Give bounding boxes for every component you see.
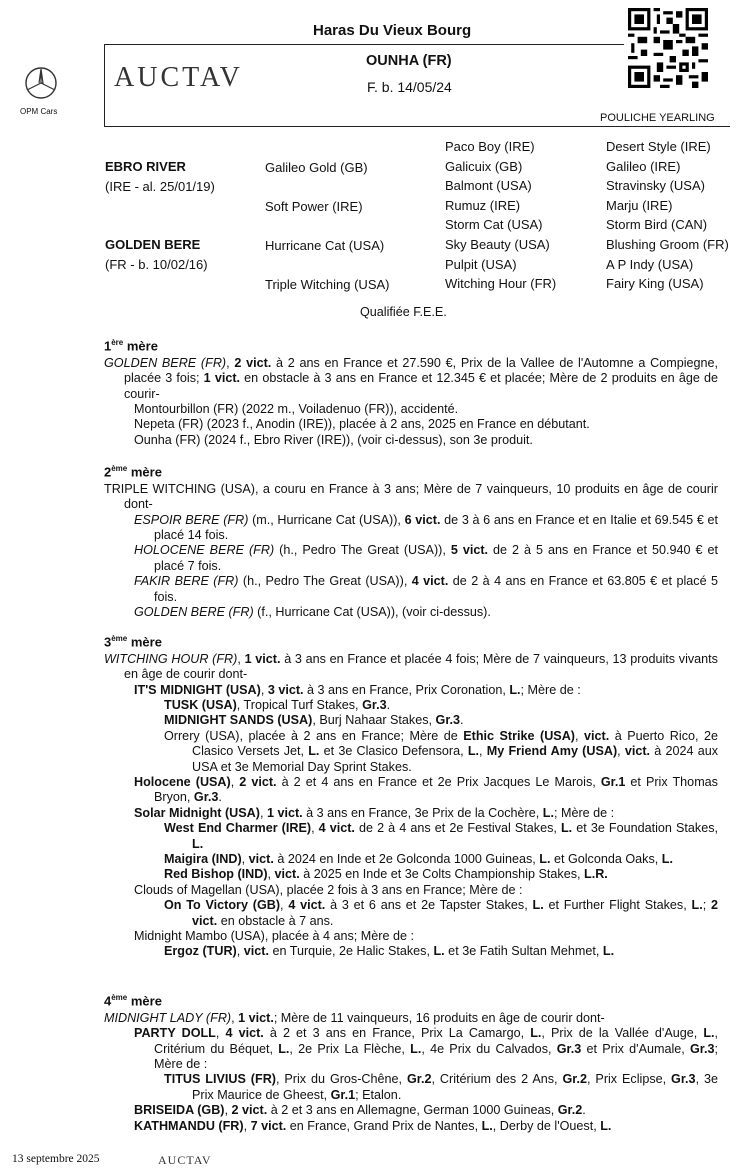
gen2-name: Hurricane Cat (USA) xyxy=(265,238,385,253)
category-label: POULICHE YEARLING xyxy=(600,112,715,124)
gen2-name: Triple Witching (USA) xyxy=(265,277,390,292)
section-second-dam: 2ème mère TRIPLE WITCHING (USA), a couru en France à 3 ans; Mère de 7 vainqueurs, 10 produits en âge de courir dont- ESPOIR BERE (FR) (m., Hurricane Cat (USA)), 6 vict. de 3 à 6 ans en France et en Italie et 69.545 € et placé 14 fois. HOLOCENE BERE (FR) (h., Pedro The Great (USA)), 5 vict. de 2 à 5 ans en France et 50.940 € et placé 7 fois. FAKIR BERE (FR) (h., Pedro The Great (USA)), 4 vict. de 2 à 4 ans en France et 63.805 € et placé 5 fois. GOLDEN BERE (FR) (f., Hurricane Cat (USA)), (voir ci-dessus). xyxy=(104,461,718,620)
dam-detail: (FR - b. 10/02/16) xyxy=(105,257,208,272)
footer-logo: AUCTAV xyxy=(158,1153,212,1167)
auctav-logo: AUCTAV xyxy=(114,62,243,93)
horse-name: OUNHA (FR) xyxy=(366,53,452,69)
gen3-name: Balmont (USA) xyxy=(445,178,532,194)
gen3-name: Witching Hour (FR) xyxy=(445,276,557,292)
gen4-name: Fairy King (USA) xyxy=(606,276,704,292)
mercedes-logo-icon xyxy=(24,66,58,100)
sponsor-label: OPM Cars xyxy=(20,107,58,116)
gen4-name: A P Indy (USA) xyxy=(606,256,694,272)
section-heading: 1ère mère xyxy=(104,338,158,354)
gen4-name: Galileo (IRE) xyxy=(606,158,681,174)
gen3-name: Galicuix (GB) xyxy=(445,158,523,174)
footer-date: 13 septembre 2025 xyxy=(12,1153,100,1165)
section-first-dam: 1ère mère GOLDEN BERE (FR), 2 vict. à 2 ans en France et 27.590 €, Prix de la Vallee de l'Automne a Compiegne, placée 3 fois; 1 vict. en obstacle à 3 ans en France et 12.345 € et placée; Mère de 2 produits en âge de courir- Montourbillon (FR) (2022 m., Voiladenuo (FR)), accidenté. Nepeta (FR) (2023 f., Anodin (IRE)), placée à 2 ans, 2025 en France en débutant. Ounha (FR) (2024 f., Ebro River (IRE)), (voir ci-dessus), son 3e produit. xyxy=(104,335,718,448)
gen4-name: Storm Bird (CAN) xyxy=(606,217,708,233)
section-third-dam: 3ème mère WITCHING HOUR (FR), 1 vict. à 3 ans en France et placée 4 fois; Mère de 7 vainqueurs, 13 produits vivants en âge de courir dont- IT'S MIDNIGHT (USA), 3 vict. à 3 ans en France, Prix Coronation, L.; Mère de : TUSK (USA), Tropical Turf Stakes, Gr.3. MIDNIGHT SANDS (USA), Burj Nahaar Stakes, Gr.3. Orrery (USA), placée à 2 ans en France; Mère de Ethic Strike (USA), vict. à Puerto Rico, 2e Clasico Versets Jet, L. et 3e Clasico Defensora, L., My Friend Amy (USA), vict. à 2024 aux USA et 3e Memorial Day Sprint Stakes. Holocene (USA), 2 vict. à 2 et 4 ans en France et 2e Prix Jacques Le Marois, Gr.1 et Prix Thomas Bryon, Gr.3. Solar Midnight (USA), 1 vict. à 3 ans en France, 3e Prix de la Cochère, L.; Mère de : West End Charmer (IRE), 4 vict. de 2 à 4 ans et 2e Festival Stakes, L. et 3e Foundation Stakes, L. Maigira (IND), vict. à 2024 en Inde et 2e Golconda 1000 Guineas, L. et Golconda Oaks, L. Red Bishop (IND), vict. à 2025 en Inde et 3e Colts Championship Stakes, L.R. Clouds of Magellan (USA), placée 2 fois à 3 ans en France; Mère de : On To Victory (GB), 4 vict. à 3 et 6 ans et 2e Tapster Stakes, L. et Further Flight Stakes, L.; 2 vict. en obstacle à 7 ans. Midnight Mambo (USA), placée à 4 ans; Mère de : Ergoz (TUR), vict. en Turquie, 2e Halic Stakes, L. et 3e Fatih Sultan Mehmet, L. xyxy=(104,631,718,960)
gen4-name: Blushing Groom (FR) xyxy=(606,236,729,252)
gen4-name: Marju (IRE) xyxy=(606,197,673,213)
qualification: Qualifiée F.E.E. xyxy=(360,305,447,319)
qr-code[interactable] xyxy=(628,8,708,91)
gen3-name: Sky Beauty (USA) xyxy=(445,236,550,252)
section-fourth-dam: 4ème mère MIDNIGHT LADY (FR), 1 vict.; Mère de 11 vainqueurs, 16 produits en âge de courir dont- PARTY DOLL, 4 vict. à 2 et 3 ans en France, Prix La Camargo, L., Prix de la Vallée d'Auge, L., Critérium du Béquet, L., 2e Prix La Flèche, L., 4e Prix du Calvados, Gr.3 et Prix d'Aumale, Gr.3; Mère de : TITUS LIVIUS (FR), Prix du Gros-Chêne, Gr.2, Critérium des 2 Ans, Gr.2, Prix Eclipse, Gr.3, 3e Prix Maurice de Gheest, Gr.1; Etalon. BRISEIDA (GB), 2 vict. à 2 et 3 ans en Allemagne, German 1000 Guineas, Gr.2. KATHMANDU (FR), 7 vict. en France, Grand Prix de Nantes, L., Derby de l'Ouest, L. xyxy=(104,990,718,1134)
gen3-name: Rumuz (IRE) xyxy=(445,197,521,213)
qr-code-icon xyxy=(628,8,708,88)
farm-name: Haras Du Vieux Bourg xyxy=(313,22,472,39)
sire-name: EBRO RIVER xyxy=(105,159,186,174)
gen4-name: Stravinsky (USA) xyxy=(606,178,705,194)
section-heading: 2ème mère xyxy=(104,464,162,480)
section-heading: 4ème mère xyxy=(104,993,162,1009)
gen3-name: Paco Boy (IRE) xyxy=(445,139,535,154)
gen3-name: Storm Cat (USA) xyxy=(445,217,543,233)
section-heading: 3ème mère xyxy=(104,634,162,650)
sire-detail: (IRE - al. 25/01/19) xyxy=(105,179,215,194)
horse-details: F. b. 14/05/24 xyxy=(367,79,452,95)
gen2-name: Soft Power (IRE) xyxy=(265,199,363,214)
gen4-name: Desert Style (IRE) xyxy=(606,139,711,154)
gen2-name: Galileo Gold (GB) xyxy=(265,160,368,175)
dam-name: GOLDEN BERE xyxy=(105,237,201,252)
gen3-name: Pulpit (USA) xyxy=(445,256,517,272)
